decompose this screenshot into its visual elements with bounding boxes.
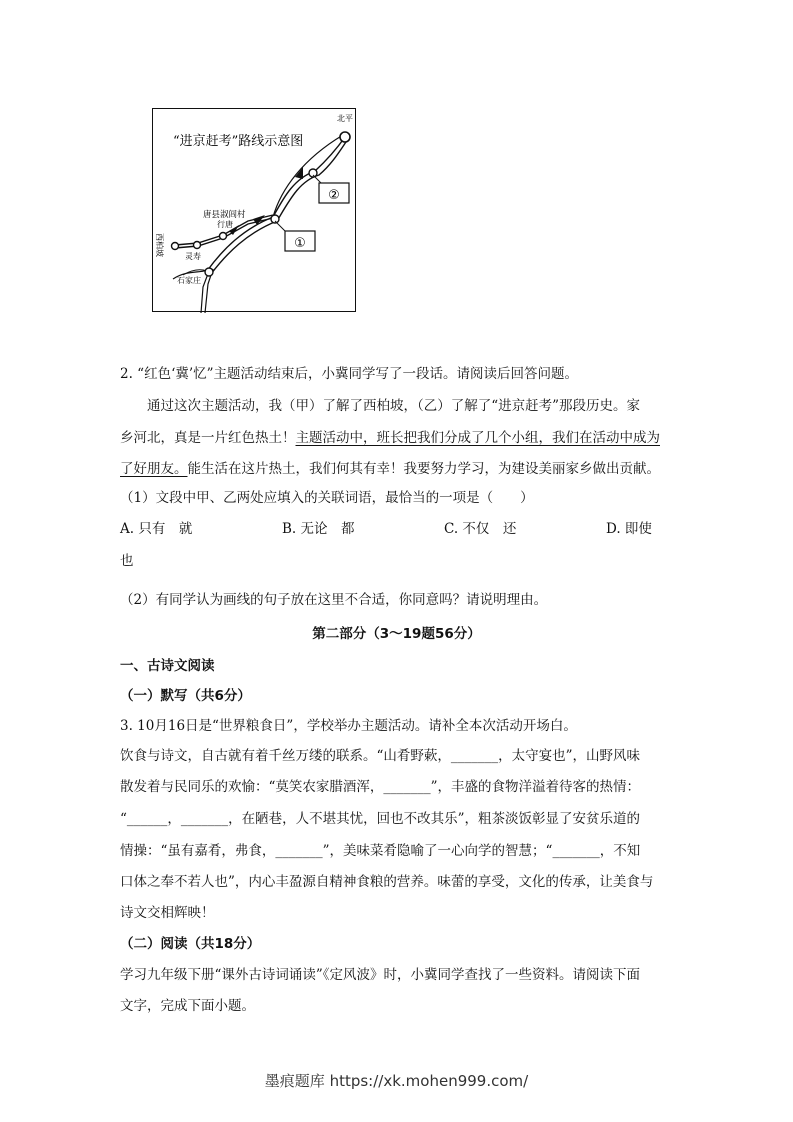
q2-passage-line1: 通过这次主题活动，我（甲）了解了西柏坡，（乙）了解了“进京赶考”那段历史。家 <box>147 398 641 414</box>
q2-underlined-sentence-part1: 主题活动中，班长把我们分成了几个小组，我们在活动中成为 <box>295 430 660 446</box>
sub-section2-heading: （二）阅读（共18分） <box>120 936 261 952</box>
q2-sub1: （1）文段中甲、乙两处应填入的关联词语，最恰当的一项是（ ） <box>120 490 534 506</box>
label-xingtang <box>217 219 233 229</box>
label-beiping <box>337 113 353 123</box>
q3-line5: 口体之奉不若人也”，内心丰盈源自精神食粮的营养。味蕾的享受，文化的传承，让美食与 <box>120 874 654 890</box>
q3-line4: 情操：“虽有嘉肴，弗食，_______”，美味菜肴隐喻了一心向学的智慧；“_______，不知 <box>120 843 641 859</box>
q2-option-d: D. 即使 <box>606 521 652 537</box>
marker-2-label: ② <box>328 188 340 203</box>
q2-option-d-wrap: 也 <box>120 553 134 569</box>
q2-sub2: （2）有同学认为画线的句子放在这里不合适，你同意吗？请说明理由。 <box>120 592 548 608</box>
section1-heading: 一、古诗文阅读 <box>120 658 215 674</box>
label-xibaipo-text: 西柏坡 <box>155 233 164 257</box>
q2-option-a: A. 只有 就 <box>120 521 193 537</box>
reading-line1: 学习九年级下册“课外古诗词诵读”《定风波》时，小冀同学查找了一些资料。请阅读下面 <box>120 967 641 983</box>
route-map-figure <box>152 108 356 312</box>
q3-line1: 饮食与诗文，自古就有着千丝万缕的联系。“山肴野蔌，_______，太守宴也”，山野风味 <box>120 748 641 764</box>
q2-passage-line3 <box>120 459 660 479</box>
q2-underlined-sentence-part2: 了好朋友。 <box>120 461 188 477</box>
route-map-drawing <box>153 109 357 313</box>
sub-section1-heading: （一）默写（共6分） <box>120 688 251 704</box>
q3-stem: 3. 10月16日是“世界粮食日”，学校举办主题活动。请补全本次活动开场白。 <box>120 718 577 734</box>
map-title: “进京赶考”路线示意图 <box>173 134 304 149</box>
label-shijiazhuang: 石家庄 <box>177 276 201 285</box>
footer-watermark: 墨痕题库 https://xk.mohen999.com/ <box>264 1072 529 1090</box>
label-lingshou: 灵寿 <box>185 252 201 261</box>
part2-title: 第二部分（3～19题56分） <box>312 626 481 642</box>
label-tangxian: 唐县淑闾村 <box>203 210 246 220</box>
label-xibaipo <box>155 233 165 257</box>
q2-stem: 2. “红色‘冀’忆”主题活动结束后，小冀同学写了一段话。请阅读后回答问题。 <box>120 366 579 382</box>
marker-1-label: ① <box>294 236 306 251</box>
q3-line6: 诗文交相辉映！ <box>120 905 215 921</box>
q2-option-b: B. 无论 都 <box>282 521 355 537</box>
q3-line3: “______，_______，在陋巷，人不堪其忧，回也不改其乐”，粗茶淡饭彰显了安贫乐道的 <box>120 811 641 827</box>
q2-passage-line3-plain: 能生活在这片热土，我们何其有幸！我要努力学习，为建设美丽家乡做出贡献。 <box>187 461 660 477</box>
q2-option-c: C. 不仅 还 <box>444 521 517 537</box>
q3-line2: 散发着与民同乐的欢愉：“莫笑农家腊酒浑，_______”，丰盛的食物洋溢着待客的热情： <box>120 779 641 795</box>
q2-passage-line2 <box>120 428 660 448</box>
q2-passage-line2-plain: 乡河北，真是一片红色热土！ <box>120 430 296 446</box>
reading-line2: 文字，完成下面小题。 <box>120 998 255 1014</box>
label-beiping-text: 北平 <box>337 114 353 123</box>
label-xingtang-text: 行唐 <box>217 220 233 229</box>
